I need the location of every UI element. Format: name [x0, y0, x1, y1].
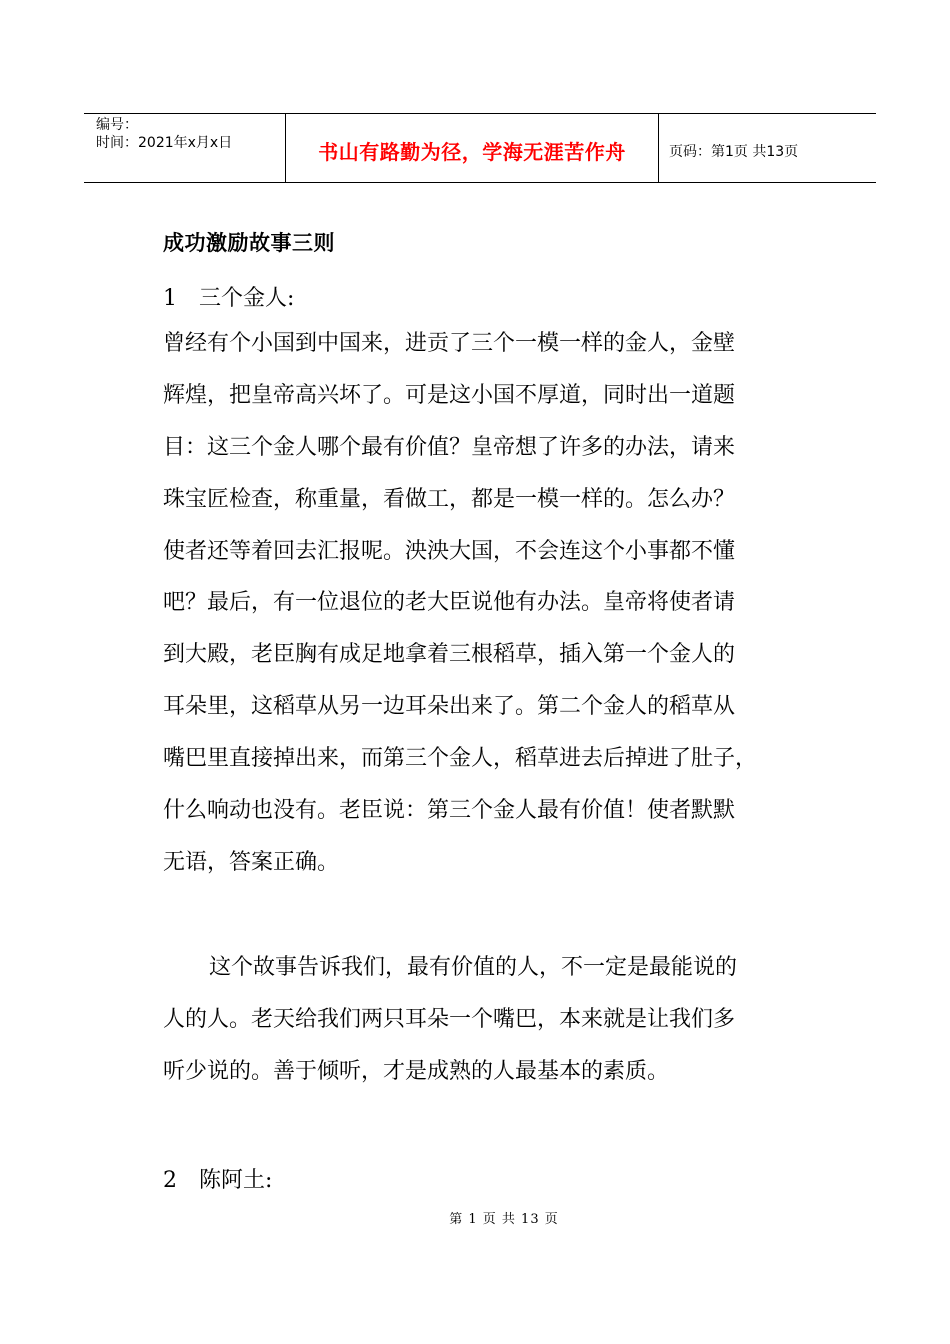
page-info: 页码：第1页 共13页 [669, 144, 799, 160]
header-meta-cell [84, 114, 286, 182]
text-line: 耳朵里，这稻草从另一边耳朵出来了。第二个金人的稻草从 [163, 694, 736, 720]
number-label: 编号： [96, 117, 138, 133]
document-header [84, 113, 876, 183]
header-motto-cell [286, 114, 659, 182]
header-page-cell [659, 114, 876, 182]
section-2-number: 2 [163, 1168, 177, 1193]
text-line: 什么响动也没有。老臣说：第三个金人最有价值！使者默默 [163, 798, 736, 824]
motto-text: 书山有路勤为径，学海无涯苦作舟 [318, 140, 626, 164]
text-line: 辉煌，把皇帝高兴坏了。可是这小国不厚道，同时出一道题 [163, 382, 736, 408]
text-line: 目：这三个金人哪个最有价值？皇帝想了许多的办法，请来 [163, 434, 736, 460]
section-2-title: 陈阿土: [199, 1168, 273, 1193]
text-line: 嘴巴里直接掉出来，而第三个金人，稻草进去后掉进了肚子， [163, 746, 758, 772]
text-line: 使者还等着回去汇报呢。泱泱大国，不会连这个小事都不懂 [163, 538, 736, 564]
text-line: 听少说的。善于倾听，才是成熟的人最基本的素质。 [163, 1058, 670, 1084]
story-paragraph-1 [163, 318, 803, 889]
text-line: 珠宝匠检查，称重量，看做工，都是一模一样的。怎么办？ [163, 486, 736, 512]
text-line: 到大殿，老臣胸有成足地拿着三根稻草，插入第一个金人的 [163, 642, 736, 668]
text-line: 这个故事告诉我们，最有价值的人，不一定是最能说的 [209, 955, 738, 980]
text-line: 人的人。老天给我们两只耳朵一个嘴巴，本来就是让我们多 [163, 1006, 736, 1032]
section-1-heading [163, 281, 294, 312]
story-paragraph-2 [163, 942, 803, 1098]
text-line: 吧？最后，有一位退位的老大臣说他有办法。皇帝将使者请 [163, 590, 736, 616]
section-1-number: 1 [163, 286, 177, 311]
document-title: 成功激励故事三则 [163, 231, 335, 255]
text-line: 曾经有个小国到中国来，进贡了三个一模一样的金人，金壁 [163, 331, 736, 356]
text-line: 无语，答案正确。 [163, 849, 340, 875]
page-footer: 第 1 页 共 13 页 [449, 1212, 559, 1227]
section-1-title: 三个金人: [199, 286, 295, 311]
section-2-heading [163, 1163, 272, 1194]
time-label: 时间：2021年x月x日 [96, 135, 233, 151]
